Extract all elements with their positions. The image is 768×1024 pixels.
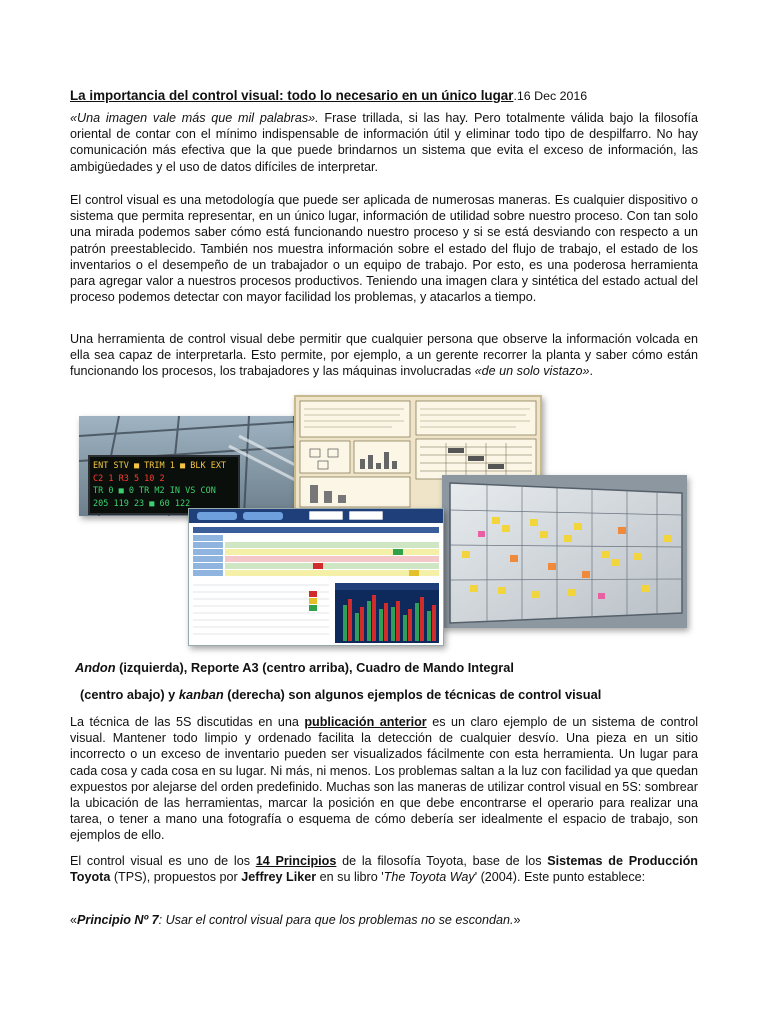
- book-title: The Toyota Way: [383, 870, 475, 885]
- paragraph-5s: [70, 714, 698, 844]
- paragraph-interpretation-text: Una herramienta de control visual debe permitir que cualquier persona que observe la información volcada en ella sea capaz de interpretarla. Esto permite, por ejemplo, a un gerente recorrer la planta y saber cómo están funcionando los procesos, los trabajadores y las máquinas involucradas: [70, 332, 698, 379]
- andon-row: 205 119 23 ■ 60 122: [93, 498, 191, 509]
- andon-row: ENT STV ■ TRIM 1 ■ BLK EXT: [93, 461, 227, 471]
- author-name: Jeffrey Liker: [241, 870, 317, 885]
- intro-text: Frase trillada, si las hay. Pero totalmente válida bajo la filosofía oriental de contar con el mínimo indispensable de información útil y eliminar todo tipo de despilfarro. No hay comunicación más efectiva que la que puede brindarnos un sistema que evita el exceso de información, las ambigüedades y el uso de datos difíciles de interpretar.: [70, 111, 698, 174]
- paragraph-5s-text-a: La técnica de las 5S discutidas en una: [70, 715, 305, 729]
- principle-quote: [70, 912, 698, 928]
- article-title: [70, 88, 710, 103]
- article-title-link[interactable]: La importancia del control visual: todo lo necesario en un único lugar: [70, 88, 514, 103]
- link-14-principios[interactable]: 14 Principios: [255, 854, 337, 868]
- principle-open: «: [70, 913, 78, 927]
- paragraph-toyota-text-c: (TPS), propuestos por: [110, 870, 242, 885]
- caption-line-1-text: (izquierda), Reporte A3 (centro arriba), Cuadro de Mando Integral: [115, 660, 514, 675]
- article-date: .16 Dec 2016: [513, 89, 588, 103]
- balanced-scorecard-photo: [188, 508, 444, 646]
- paragraph-toyota-text-b: de la filosofía Toyota, base de los: [336, 854, 548, 868]
- paragraph-toyota-text-e: ' (2004). Este punto establece:: [474, 870, 646, 885]
- figure-caption-line-1: [75, 660, 514, 675]
- caption-kanban: kanban: [178, 687, 224, 702]
- scorecard-illustration: [189, 509, 443, 645]
- paragraph-5s-text-b: es un claro ejemplo de un sistema de control visual. Mantener todo limpio y ordenado facilita la detección de cualquier desvío. Una pieza en un sitio incorrecto o un exceso de inventario pueden ser visualizados fácilmente con esta herramienta. Un lugar para cada cosa y cada cosa en su lugar. Ni más, ni menos. Los problemas saltan a la luz con facilidad ya que quedan expuestos por alejarse del orden predefinido. Muchas son las maneras de utilizar control visual en 5S: sombrear la ubicación de las herramientas, marcar la posición en que debe encontrarse el operario para realizar una tarea, o tener a mano una fotografía o esquema de cómo debería ser idealmente el espacio de trabajo, son ejemplos de ello.: [70, 715, 698, 843]
- toyota-production-system: Sistemas de Producción Toyota: [70, 854, 698, 885]
- kanban-board-photo: [442, 475, 687, 628]
- paragraph-interpretation: [70, 331, 698, 380]
- paragraph-definition: El control visual es una metodología que puede ser aplicada de numerosas maneras. Es cualquier dispositivo o sistema que permita representar, en un único lugar, información de utilidad sobre nuestro proceso. Con tan solo una mirada podemos saber cómo está funcionando nuestro proceso y si se está desviando con respecto a un patrón preestablecido. También nos muestra información sobre el estado del flujo de trabajo, el estado de los inventarios o el desempeño de un trabajador o un equipo de trabajo. Por esto, es una poderosa herramienta para agregar valor a nuestros procesos productivos. Teniendo una imagen clara y sintética del estado actual del proceso podemos detectar con mayor facilidad los problemas, y atacarlos a tiempo.: [70, 193, 698, 305]
- caption-andon: Andon: [75, 660, 116, 675]
- paragraph-toyota-text-d: en su libro ': [316, 870, 384, 885]
- principle-label: Principio Nº 7: [77, 913, 159, 927]
- andon-row: C2 1 R3 5 10 2: [93, 473, 165, 484]
- intro-paragraph: [70, 110, 698, 175]
- caption-line-2-text-a: (centro abajo) y: [80, 687, 179, 702]
- andon-photo: [79, 416, 307, 516]
- principle-text: : Usar el control visual para que los problemas no se escondan.: [158, 913, 514, 927]
- paragraph-interpretation-end: .: [589, 364, 593, 379]
- intro-quote: «Una imagen vale más que mil palabras».: [70, 111, 319, 125]
- principle-close: »: [513, 913, 521, 927]
- figure-caption-line-2: [80, 687, 601, 702]
- link-publicacion-anterior[interactable]: publicación anterior: [304, 715, 427, 729]
- andon-row: TR 0 ■ 0 TR M2 IN VS CON: [93, 486, 216, 496]
- paragraph-toyota-text-a: El control visual es uno de los: [70, 854, 256, 868]
- caption-line-2-text-b: (derecha) son algunos ejemplos de técnicas de control visual: [223, 687, 602, 702]
- paragraph-interpretation-italic: «de un solo vistazo»: [474, 364, 590, 379]
- andon-board-text: [93, 460, 237, 510]
- kanban-illustration: [442, 475, 687, 628]
- paragraph-toyota: [70, 853, 698, 885]
